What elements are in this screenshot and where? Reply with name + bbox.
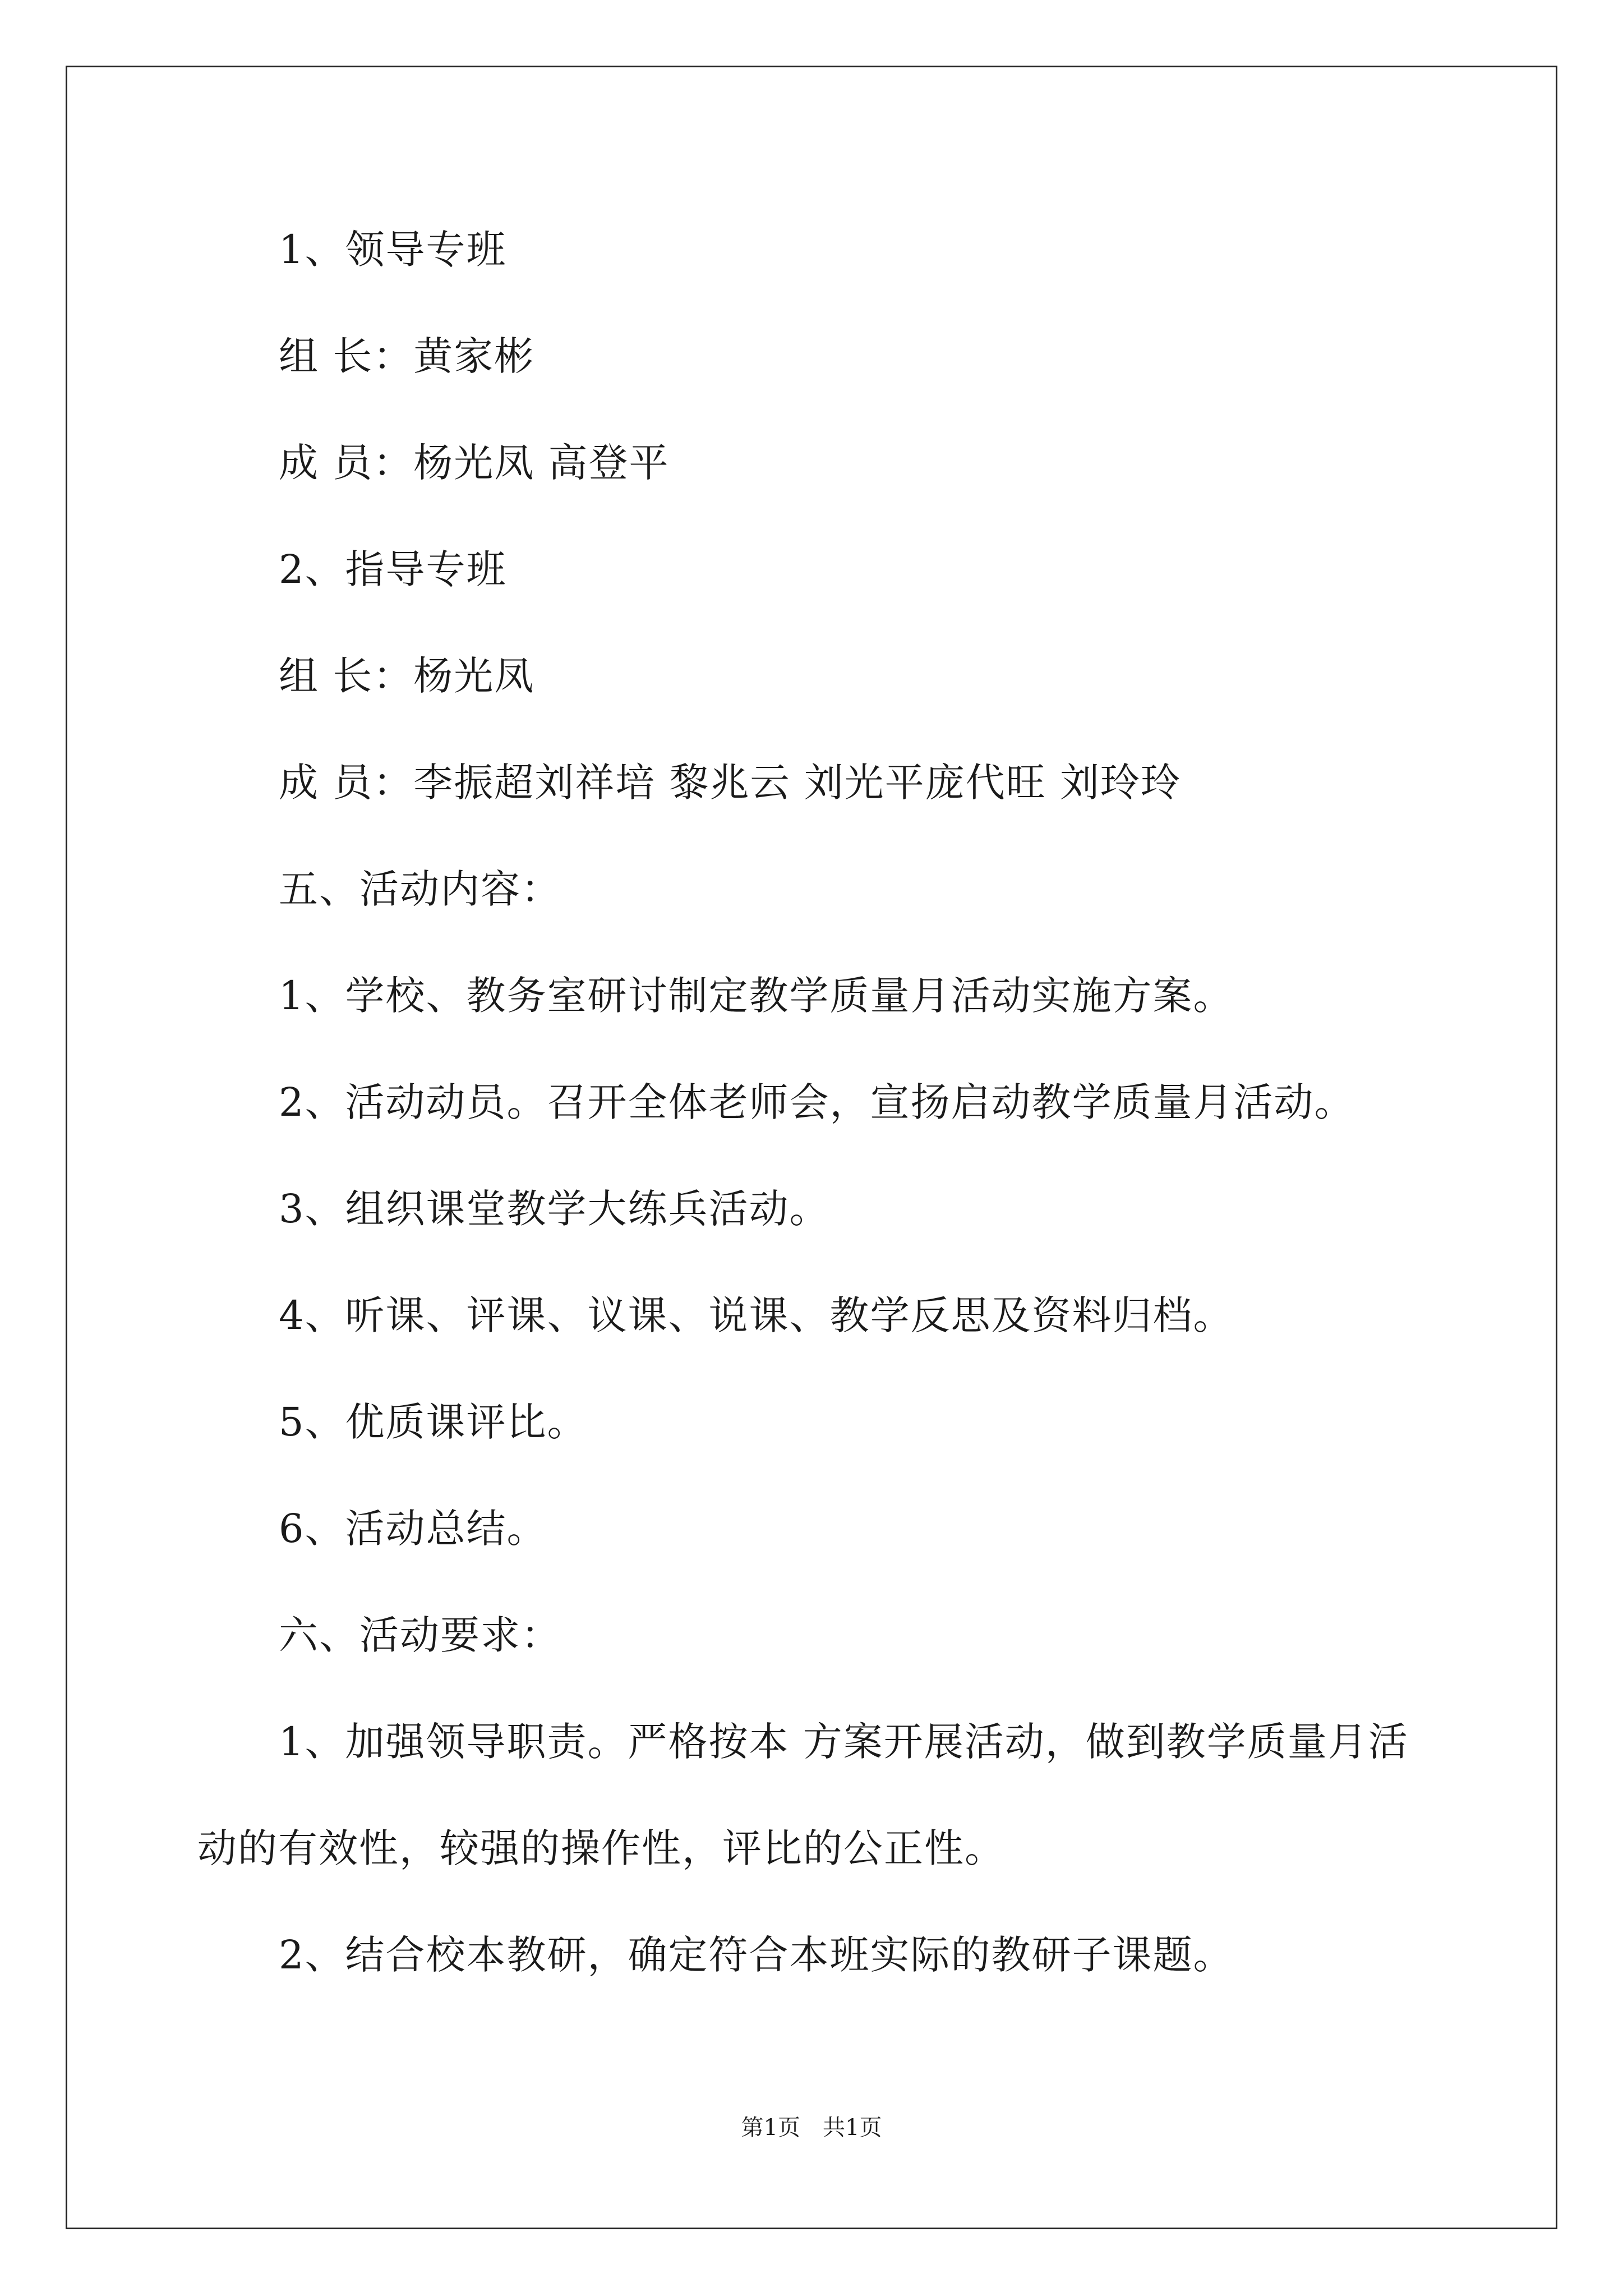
text-line: 成 员：李振超刘祥培 黎兆云 刘光平庞代旺 刘玲玲 [279,760,1182,806]
section-heading: 六、活动要求： [279,1612,561,1658]
text-line: 3、组织课堂教学大练兵活动。 [279,1186,830,1232]
text-line: 1、加强领导职责。严格按本 方案开展活动，做到教学质量月活 [279,1719,1409,1765]
text-line: 2、指导专班 [279,546,507,592]
page-border [66,66,1557,2229]
text-line: 成 员：杨光凤 高登平 [279,440,670,486]
section-heading: 五、活动内容： [279,866,561,912]
text-line: 2、结合校本教研，确定符合本班实际的教研子课题。 [279,1932,1234,1978]
text-line: 5、优质课评比。 [279,1399,588,1445]
text-line: 1、学校、教务室研讨制定教学质量月活动实施方案。 [279,973,1234,1019]
text-line: 6、活动总结。 [279,1506,547,1552]
text-line: 4、听课、评课、议课、说课、教学反思及资料归档。 [279,1292,1234,1338]
text-line: 组 长：黄家彬 [279,333,535,379]
page-footer: 第1页 共1页 [741,2115,882,2141]
text-line: 组 长：杨光凤 [279,653,535,699]
text-line: 1、领导专班 [279,227,507,273]
text-line-continuation: 动的有效性，较强的操作性，评比的公正性。 [197,1825,1005,1871]
text-line: 2、活动动员。召开全体老师会，宣扬启动教学质量月活动。 [279,1079,1355,1125]
